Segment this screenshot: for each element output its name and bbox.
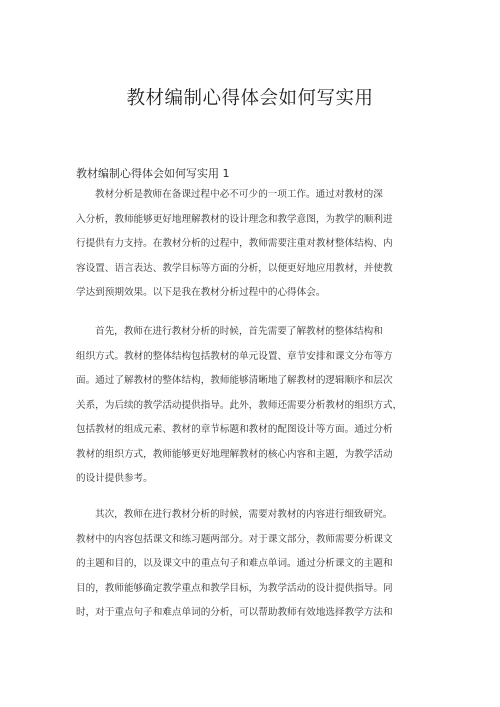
paragraph-line: 面。通过了解教材的整体结构，教师能够清晰地了解教材的逻辑顺序和层次 <box>76 375 393 386</box>
document-title: 教材编制心得体会如何写实用 <box>126 88 374 109</box>
paragraph-line: 的设计提供参考。 <box>76 473 153 484</box>
paragraph-line: 包括教材的组成元素、教材的章节标题和教材的配图设计等方面。通过分析 <box>76 424 393 435</box>
paragraph-line: 关系，为后续的教学活动提供指导。此外，教师还需要分析教材的组织方式， <box>76 399 403 411</box>
paragraph-line: 行提供有力支持。在教材分析的过程中，教师需要注重对教材整体结构、内 <box>76 238 393 249</box>
paragraph-line: 容设置、语言表达、教学目标等方面的分析，以便更好地应用教材，并使教 <box>76 262 393 274</box>
paragraph-line: 教材分析是教师在备课过程中必不可少的一项工作。通过对教材的深 <box>95 189 383 200</box>
paragraph-line: 入分析，教师能够更好地理解教材的设计理念和教学意图，为教学的顺利进 <box>76 213 393 225</box>
paragraph-line: 教材的组织方式，教师能够更好地理解教材的核心内容和主题，为教学活动 <box>76 448 393 460</box>
section-heading: 教材编制心得体会如何写实用 1 <box>76 167 230 180</box>
paragraph-1 <box>76 183 426 306</box>
paragraph-3 <box>76 503 426 626</box>
paragraph-line: 学达到预期效果。以下是我在教材分析过程中的心得体会。 <box>76 287 326 298</box>
paragraph-line: 的主题和目的，以及课文中的重点句子和难点单词。通过分析课文的主题和 <box>76 558 393 569</box>
paragraph-line: 首先，教师在进行教材分析的时候，首先需要了解教材的整体结构和 <box>95 326 383 337</box>
paragraph-line: 目的，教师能够确定教学重点和教学目标，为教学活动的设计提供指导。同 <box>76 582 393 594</box>
paragraph-line: 时，对于重点句子和难点单词的分析，可以帮助教师有效地选择教学方法和 <box>76 607 393 618</box>
paragraph-line: 教材中的内容包括课文和练习题两部分。对于课文部分，教师需要分析课文 <box>76 533 393 545</box>
paragraph-line: 组织方式。教材的整体结构包括教材的单元设置、章节安排和课文分布等方 <box>76 350 393 362</box>
paragraph-2 <box>76 320 426 492</box>
paragraph-line: 其次，教师在进行教材分析的时候，需要对教材的内容进行细致研究。 <box>95 509 393 520</box>
